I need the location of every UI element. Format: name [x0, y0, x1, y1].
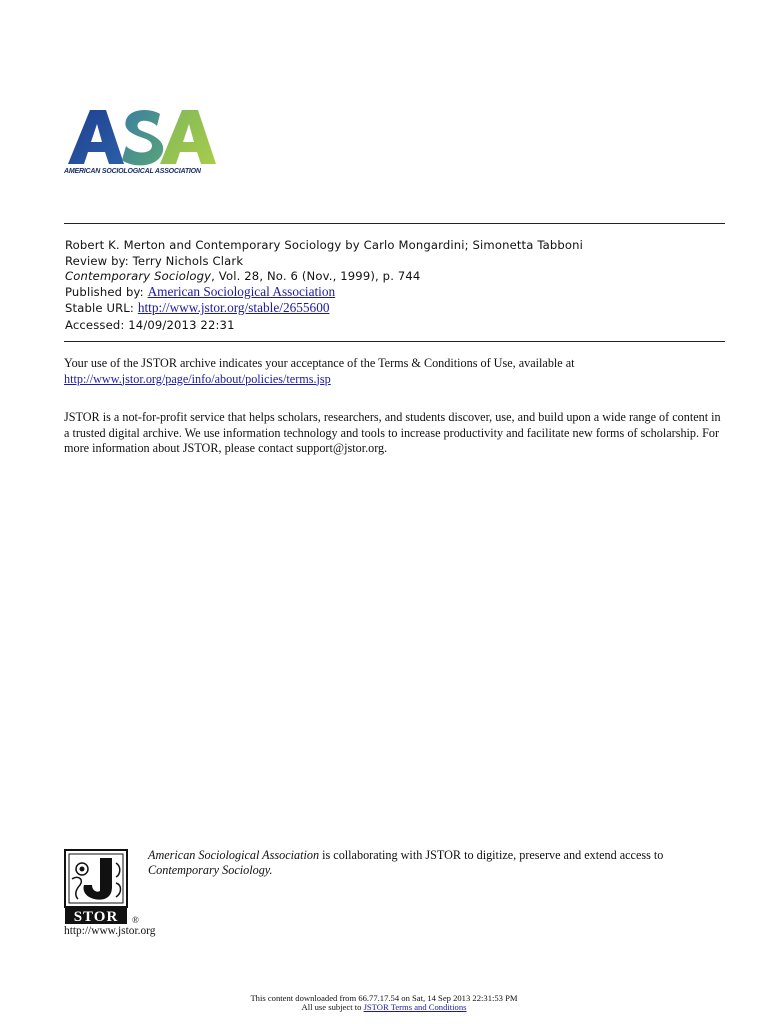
journal-details: , Vol. 28, No. 6 (Nov., 1999), p. 744	[211, 269, 421, 283]
download-notice: This content downloaded from 66.77.17.54 on Sat, 14 Sep 2013 22:31:53 PM	[250, 993, 518, 1003]
published-by-label: Published by:	[65, 285, 148, 299]
terms-notice-text: Your use of the JSTOR archive indicates your acceptance of the Terms & Conditions of Use, available at	[64, 356, 575, 370]
review-by: Review by: Terry Nichols Clark	[65, 254, 244, 268]
stable-url-label: Stable URL:	[65, 301, 138, 315]
journal-citation	[65, 269, 420, 283]
about-jstor: JSTOR is a not-for-profit service that helps scholars, researchers, and students discover, use, and build upon a wide range of content in a trusted digital archive. We use information technology and tools to increase productivity and facilitate new forms of scholarship. For more information about JSTOR, please contact support@jstor.org.	[64, 410, 721, 455]
asa-logo	[64, 104, 224, 180]
published-by	[65, 284, 335, 300]
accessed-date: Accessed: 14/09/2013 22:31	[65, 318, 235, 332]
collab-org: American Sociological Association	[148, 848, 320, 862]
publisher-link[interactable]: American Sociological Association	[147, 284, 336, 299]
footer-terms-link[interactable]: JSTOR Terms and Conditions	[363, 1002, 467, 1012]
use-prefix: All use subject to	[301, 1002, 364, 1012]
registered-mark: ®	[132, 915, 139, 925]
stable-url	[65, 300, 330, 316]
jstor-url[interactable]: http://www.jstor.org	[64, 925, 156, 937]
collab-journal: Contemporary Sociology.	[148, 863, 273, 877]
collab-text: is collaborating with JSTOR to digitize, preserve and extend access to	[319, 848, 664, 862]
terms-notice	[64, 356, 726, 387]
collaboration-text	[148, 848, 728, 878]
bottom-divider	[64, 341, 725, 342]
stable-url-link[interactable]: http://www.jstor.org/stable/2655600	[137, 300, 330, 315]
asa-logo-text: AMERICAN SOCIOLOGICAL ASSOCIATION	[64, 168, 201, 175]
use-notice	[0, 1002, 768, 1012]
jstor-logo	[64, 849, 139, 925]
article-title: Robert K. Merton and Contemporary Sociology by Carlo Mongardini; Simonetta Tabboni	[65, 238, 584, 252]
asa-logo-mark	[64, 104, 224, 168]
jstor-logo-mark	[64, 849, 144, 925]
journal-name: Contemporary Sociology	[65, 269, 212, 283]
terms-link[interactable]: http://www.jstor.org/page/info/about/policies/terms.jsp	[64, 371, 331, 386]
jstor-wordmark: STOR	[73, 909, 119, 925]
top-divider	[64, 223, 725, 224]
